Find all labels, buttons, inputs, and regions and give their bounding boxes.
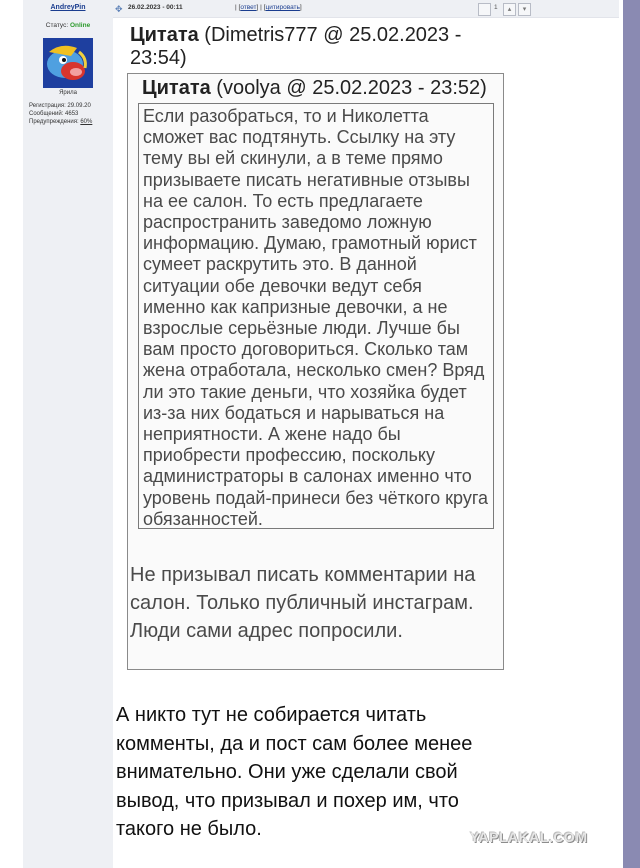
author-username[interactable]: AndreyPin [50,4,86,11]
author-sidebar [23,0,113,868]
author-stats [29,102,92,126]
status-label: Статус: [45,22,69,29]
action-separator: | [235,4,237,11]
posts-count: 4653 [65,111,79,117]
reg-line [29,102,92,110]
outer-quote-text: Не призывал писать комментарии на салон. Только публичный инстаграм. Люди сами адрес попросили. [130,564,476,642]
inner-quote-meta: (voolya @ 25.02.2023 - 23:52) [210,77,487,99]
inner-quote-title [142,77,492,100]
outer-quote-meta: (Dimetris777 @ 25.02.2023 - 23:54) [130,24,462,69]
chevron-down-icon[interactable]: ▾ [518,3,531,16]
post-header [113,0,619,18]
warnings-value[interactable]: 60% [80,119,93,125]
outer-quote-title [130,24,500,70]
post-date: 26.02.2023 - 00:11 [128,4,183,11]
posts-label: Сообщений: [29,111,64,117]
action-separator: | [260,4,262,11]
reg-label: Регистрация: [29,103,66,109]
warnings-label: Предупреждения: [29,119,79,125]
pin-icon[interactable]: ✥ [115,4,123,14]
left-margin [0,0,23,868]
chevron-up-icon[interactable]: ▴ [503,3,516,16]
avatar[interactable] [43,38,93,88]
avatar-image [43,38,93,88]
author-status [23,22,113,29]
watermark: YAPLAKAL.COM [470,829,588,845]
posts-line [29,110,92,118]
status-online: Online [69,22,91,29]
post-actions: | [ответ] | [цитировать] [235,4,302,11]
reply-text: А никто тут не собирается читать комменты, да и пост сам более менее внимательно. Они уже сделали свой вывод, что призывал и похер им, что такого не было. [116,704,473,840]
inner-quote-text: Если разобраться, то и Николетта сможет вас подтянуть. Ссылку на эту тему вы ей скинули, а в теме прямо призываете писать негативные отзывы на ее салон. То есть предлагаете распространить заведомо ложную информацию. Думаю, грамотный юрист сумеет раскрутить это. В данной ситуации обе девочки ведут себя именно как капризные девочки, а не взрослые серьёзные люди. Лучше бы вам просто договориться. Сколько там жена отработала, несколько смен? Вряд ли это такие деньги, что хозяйка будет из-за них бодаться и нарываться на неприятности. А жене надо бы приобрести профессию, поскольку администраторы в салонах именно что уровень подай-принеси без чёткого круга обязанностей. [143,106,488,529]
outer-quote-label: Цитата [130,24,199,46]
post-rating: 1 [494,4,498,11]
avatar-caption: Ярила [59,90,77,96]
page-right-border [623,0,640,868]
quote-icon[interactable] [478,3,491,16]
reply-link[interactable]: ответ [240,4,257,11]
reg-date: 29.09.20 [67,103,91,109]
inner-quote-label: Цитата [142,77,211,99]
warnings-line [29,118,92,126]
quote-link[interactable]: цитировать [265,4,300,11]
